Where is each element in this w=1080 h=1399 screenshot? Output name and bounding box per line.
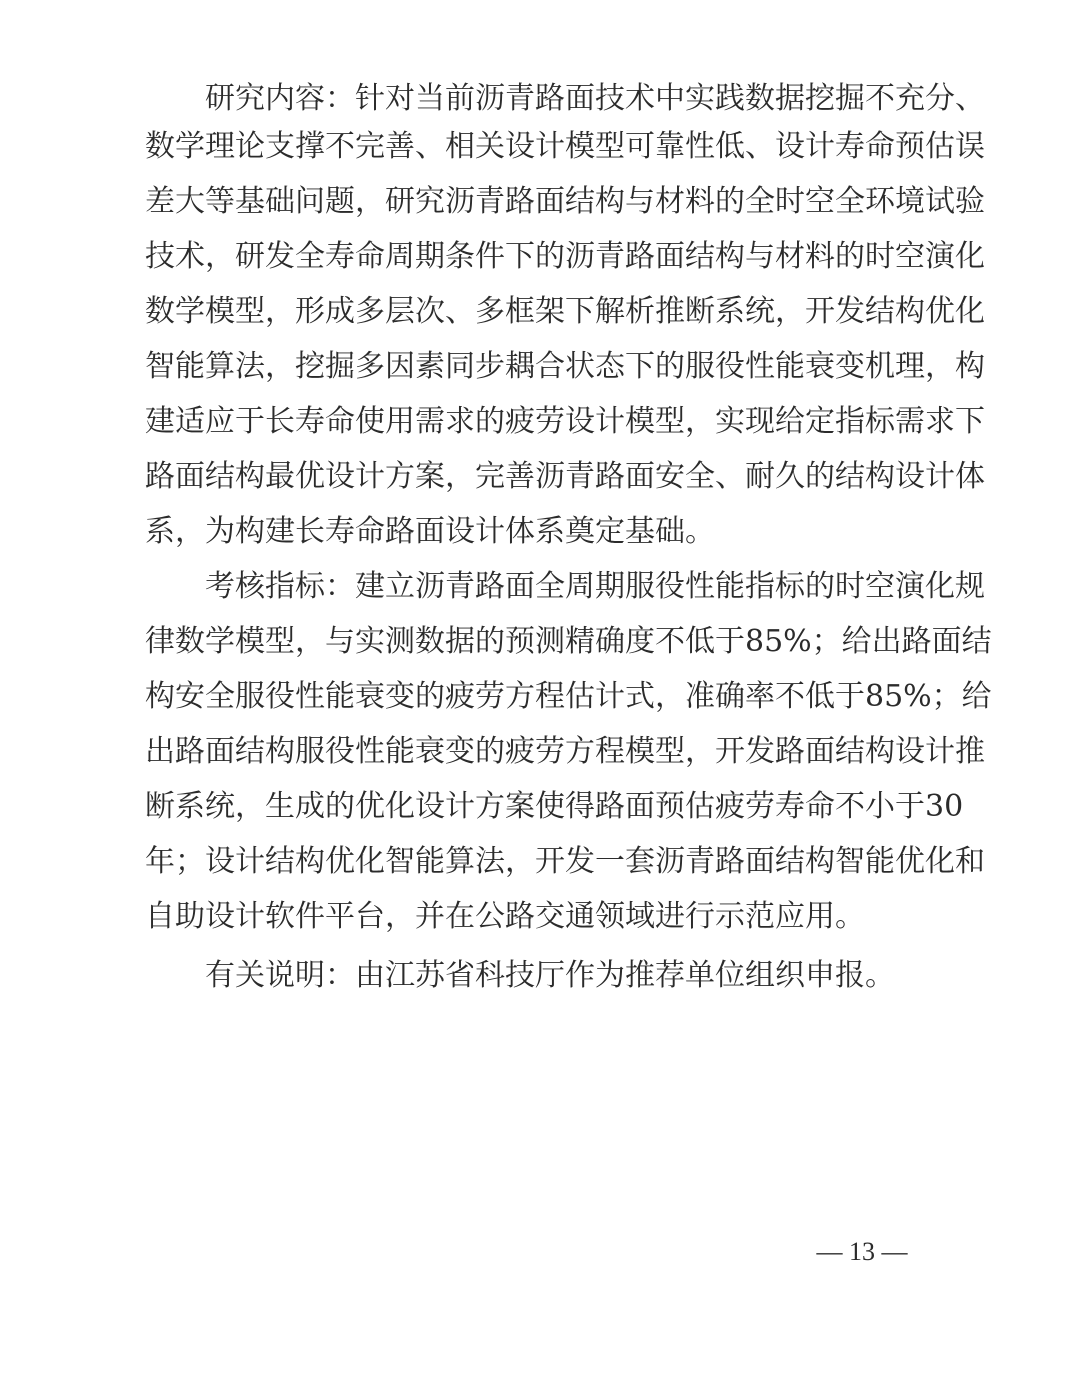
paragraph-research-content-line: 系，为构建长寿命路面设计体系奠定基础。 — [145, 514, 715, 549]
paragraph-assessment-line: 出路面结构服役性能衰变的疲劳方程模型，开发路面结构设计推 — [145, 734, 985, 769]
paragraph-assessment-line: 自助设计软件平台，并在公路交通领域进行示范应用。 — [145, 899, 865, 934]
paragraph-research-content-line: 差大等基础问题，研究沥青路面结构与材料的全时空全环境试验 — [145, 184, 985, 219]
paragraph-assessment-line: 断系统，生成的优化设计方案使得路面预估疲劳寿命不小于30 — [145, 789, 964, 824]
paragraph-assessment-line: 年；设计结构优化智能算法，开发一套沥青路面结构智能优化和 — [145, 844, 985, 879]
paragraph-notes-line: 有关说明：由江苏省科技厅作为推荐单位组织申报。 — [205, 958, 895, 993]
paragraph-research-content-line: 建适应于长寿命使用需求的疲劳设计模型，实现给定指标需求下 — [145, 404, 985, 439]
paragraph-research-content-line: 智能算法，挖掘多因素同步耦合状态下的服役性能衰变机理，构 — [145, 349, 985, 384]
paragraph-research-content-line: 路面结构最优设计方案，完善沥青路面安全、耐久的结构设计体 — [145, 459, 985, 494]
page-number: — 13 — — [816, 1237, 908, 1266]
paragraph-assessment-line: 考核指标：建立沥青路面全周期服役性能指标的时空演化规 — [205, 569, 985, 604]
paragraph-assessment-line: 构安全服役性能衰变的疲劳方程估计式，准确率不低于85%；给 — [145, 679, 992, 714]
paragraph-research-content-line: 研究内容：针对当前沥青路面技术中实践数据挖掘不充分、 — [205, 81, 985, 116]
paragraph-research-content-line: 技术，研发全寿命周期条件下的沥青路面结构与材料的时空演化 — [145, 239, 985, 274]
paragraph-assessment-line: 律数学模型，与实测数据的预测精确度不低于85%；给出路面结 — [145, 624, 992, 659]
paragraph-research-content-line: 数学理论支撑不完善、相关设计模型可靠性低、设计寿命预估误 — [145, 129, 985, 164]
paragraph-research-content-line: 数学模型，形成多层次、多框架下解析推断系统，开发结构优化 — [145, 294, 985, 329]
